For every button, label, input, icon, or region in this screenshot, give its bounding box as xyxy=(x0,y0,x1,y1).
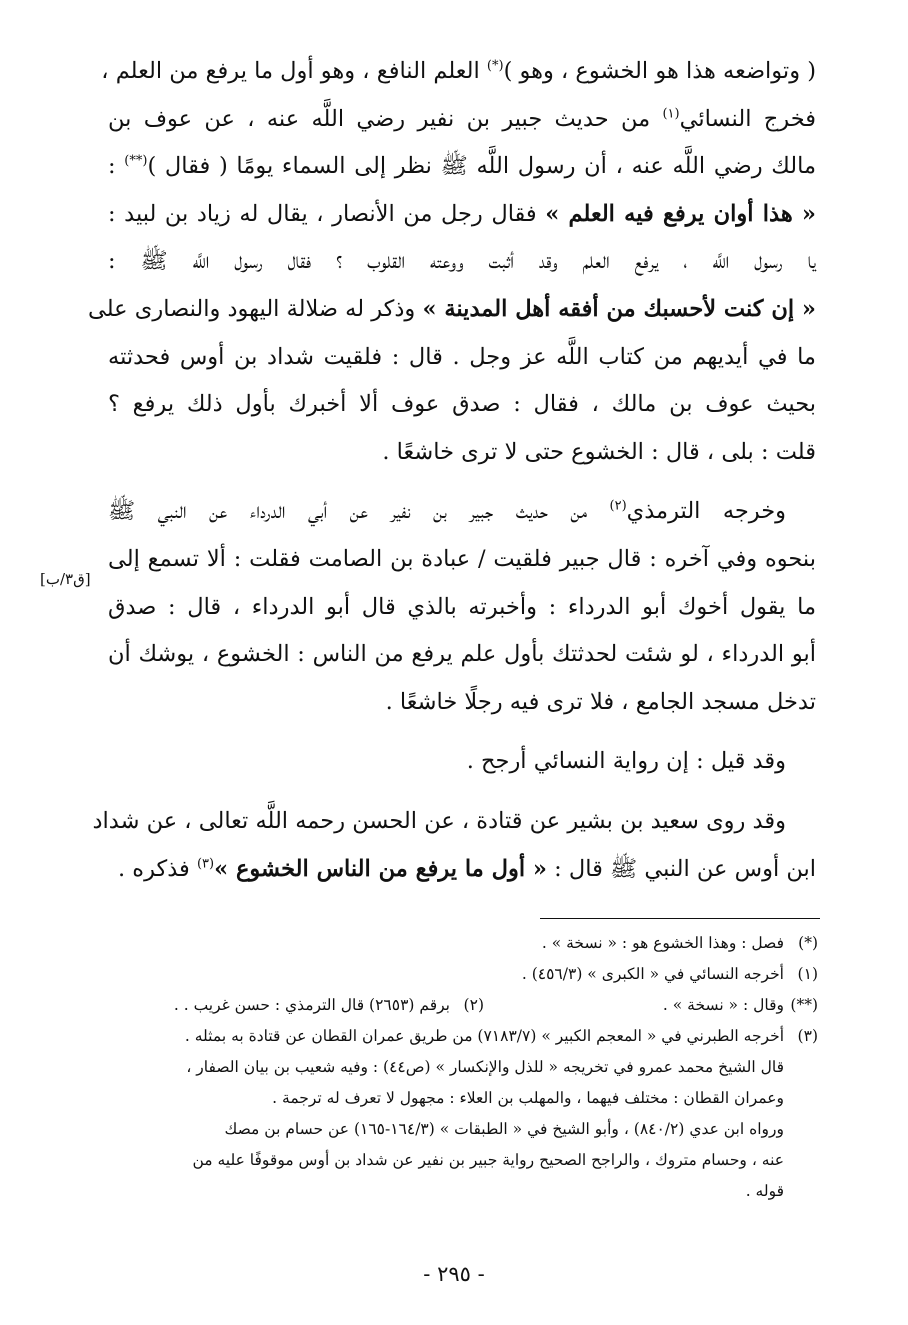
text-line: قلت : بلى ، قال : الخشوع حتى لا ترى خاشعًا . xyxy=(382,438,816,465)
text-line: مالك رضي اللَّه عنه ، أن رسول اللَّه ﷺ نظر إلى السماء يومًا ( فقال )(**) : xyxy=(108,153,816,180)
footnote-line: وعمران القطان : مختلف فيهما ، والمهلب بن العلاء : مجهول لا تعرف له ترجمة . xyxy=(272,1089,784,1107)
text-line: وقد روى سعيد بن بشير عن قتادة ، عن الحسن رحمه اللَّه تعالى ، عن شداد xyxy=(92,807,786,834)
text-line: بنحوه وفي آخره : قال جبير فلقيت / عبادة بن الصامت فقلت : ألا تسمع إلى xyxy=(108,545,816,572)
footnote-line: قوله . xyxy=(745,1182,784,1200)
footnote-ref-double-star: (**) xyxy=(124,153,148,169)
footnote-text: أخرجه النسائي في « الكبرى » (٤٥٦/٣) . xyxy=(521,965,784,983)
footnote-marker: (**) xyxy=(790,996,818,1014)
paragraph-1 xyxy=(87,48,816,476)
footnote-marker: (٣) xyxy=(797,1027,818,1045)
footnote-ref-1: (١) xyxy=(662,106,680,122)
text-line: « إن كنت لأحسبك من أفقه أهل المدينة » وذكر له ضلالة اليهود والنصارى على xyxy=(87,295,816,322)
footnote-ref-2: (٢) xyxy=(609,498,627,514)
main-text xyxy=(87,48,816,893)
text-line: يا رسول اللَّه ، يرفع العلم وقد أثبت ووعته القلوب ؟ فقال رسول اللَّه ﷺ : xyxy=(108,248,816,275)
footnote-item xyxy=(484,990,818,1021)
footnote-item xyxy=(174,990,484,1021)
page-number: - ٢٩٥ - xyxy=(423,1262,485,1286)
footnote-marker: (*) xyxy=(798,934,818,952)
footnote-row xyxy=(96,990,818,1021)
text-line: تدخل مسجد الجامع ، فلا ترى فيه رجلًا خاشعًا . xyxy=(385,688,816,715)
paragraph-3 xyxy=(108,738,816,786)
footnote-text: برقم (٢٦٥٣) قال الترمذي : حسن غريب . . xyxy=(173,996,450,1014)
text-line: فخرج النسائي$^{(١)}$ من حديث جبير بن نفير رضي اللَّه عنه ، عن عوف بن xyxy=(108,105,816,132)
text-line: « هذا أوان يرفع فيه العلم » فقال رجل من الأنصار ، يقال له زياد بن لبيد : xyxy=(108,200,816,227)
hadith-quote: « هذا أوان يرفع فيه العلم » xyxy=(545,200,816,227)
footnote-marker: (٢) xyxy=(463,996,484,1014)
manuscript-folio-marker: [ق٣/ب] xyxy=(40,570,91,588)
footnote-ref-3: (٣) xyxy=(196,856,215,871)
text-line: أبو الدرداء ، لو شئت لحدثتك بأول علم يرفع من الناس : الخشوع ، يوشك أن xyxy=(108,641,816,668)
footnote-item xyxy=(96,1021,818,1207)
text-line: ابن أوس عن النبي ﷺ قال : « أول ما يرفع من الناس الخشوع »$^{(٣)}$ فذكره . xyxy=(118,855,816,882)
footnote-ref-star: (*) xyxy=(486,58,504,74)
footnote-divider xyxy=(540,918,820,919)
text-line: ما يقول أخوك أبو الدرداء : وأخبرته بالذي قال أبو الدرداء ، قال : صدق xyxy=(108,593,816,620)
footnote-item xyxy=(96,928,818,959)
text-line: ( وتواضعه هذا هو الخشوع ، وهو )(*) العلم النافع ، وهو أول ما يرفع من العلم ، xyxy=(101,58,816,84)
footnote-line: عنه ، وحسام متروك ، والراجح الصحيح رواية جبير بن نفير عن شداد بن أوس موقوفًا عليه من xyxy=(192,1151,784,1169)
footnotes xyxy=(96,928,818,1207)
text-line: وخرجه الترمذي$^{(٢)}$ من حديث جبير بن نفير عن أبي الدرداء عن النبي ﷺ xyxy=(108,498,786,525)
footnote-marker: (١) xyxy=(797,965,818,983)
paragraph-2 xyxy=(108,488,816,726)
hadith-quote: « أول ما يرفع من الناس الخشوع » xyxy=(214,855,547,882)
footnote-item xyxy=(96,959,818,990)
footnote-line: أخرجه الطبرني في « المعجم الكبير » (٧١٨٣/٧) من طريق عمران القطان عن قتادة به بمثله . xyxy=(184,1027,784,1045)
text-line: ما في أيديهم من كتاب اللَّه عز وجل . قال : فلقيت شداد بن أوس فحدثته xyxy=(108,343,816,370)
text-line: بحيث عوف بن مالك ، فقال : صدق عوف ألا أخبرك بأول ذلك يرفع ؟ xyxy=(108,391,816,418)
footnote-text: وقال : « نسخة » . xyxy=(662,996,784,1014)
footnote-line: ورواه ابن عدي (٨٤٠/٢) ، وأبو الشيخ في « الطبقات » (١٦٤/٣-١٦٥) عن حسام بن مصك xyxy=(224,1120,784,1138)
footnote-line: قال الشيخ محمد عمرو في تخريجه « للذل والإنكسار » (ص٤٤) : وفيه شعيب بن بيان الصفار ، xyxy=(186,1058,784,1076)
hadith-quote: « إن كنت لأحسبك من أفقه أهل المدينة » xyxy=(422,295,816,322)
footnote-text: فصل : وهذا الخشوع هو : « نسخة » . xyxy=(541,934,784,952)
text-line: وقد قيل : إن رواية النسائي أرجح . xyxy=(466,748,786,775)
paragraph-4 xyxy=(92,798,816,893)
